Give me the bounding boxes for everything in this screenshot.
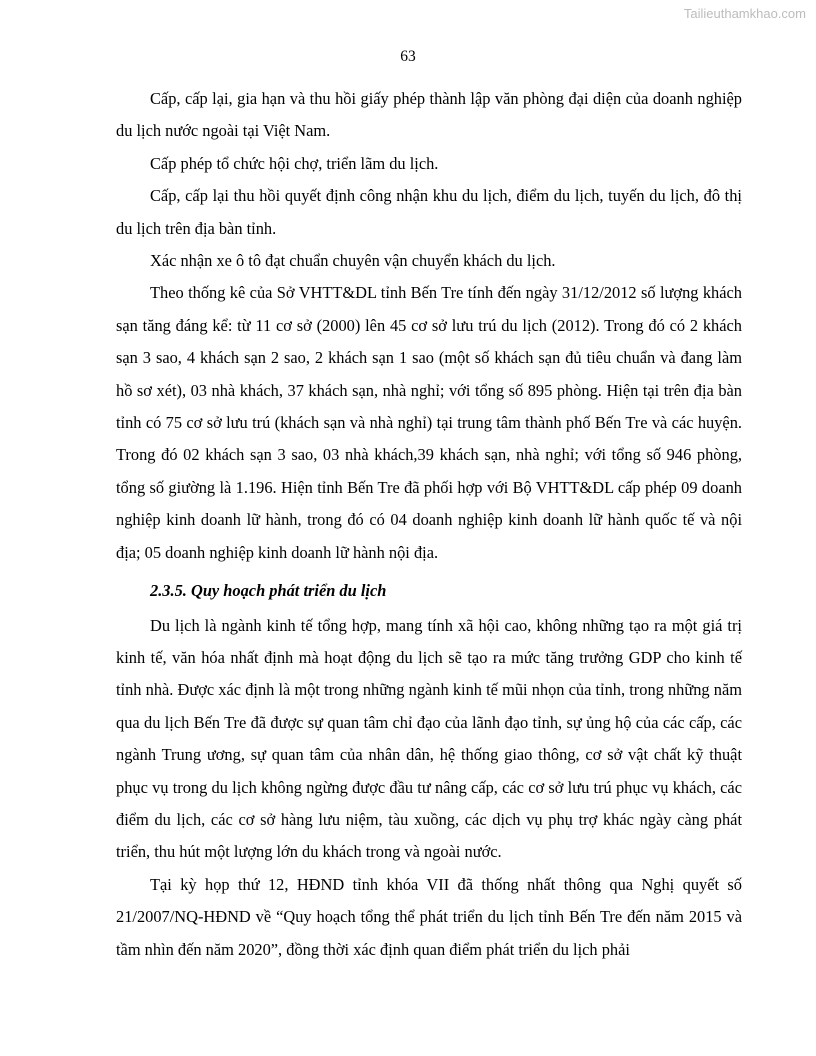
- paragraph: Cấp, cấp lại, gia hạn và thu hồi giấy phép thành lập văn phòng đại diện của doanh nghiệp du lịch nước ngoài tại Việt Nam.: [116, 89, 742, 141]
- paragraph: Tại kỳ họp thứ 12, HĐND tỉnh khóa VII đã thống nhất thông qua Nghị quyết số 21/2007/NQ-HĐND về “Quy hoạch tổng thể phát triển du lịch tỉnh Bến Tre đến năm 2015 và tầm nhìn đến năm 2020”, đồng thời xác định quan điểm phát triển du lịch phải: [116, 874, 742, 959]
- paragraph: Xác nhận xe ô tô đạt chuẩn chuyên vận chuyển khách du lịch.: [150, 251, 556, 271]
- paragraph: Du lịch là ngành kinh tế tổng hợp, mang tính xã hội cao, không những tạo ra một giá trị kinh tế, văn hóa nhất định mà hoạt động du lịch sẽ tạo ra mức tăng trưởng GDP cho kinh tế tỉnh nhà. Được xác định là một trong những ngành kinh tế mũi nhọn của tỉnh, trong những năm qua du lịch Bến Tre đã được sự quan tâm chỉ đạo của lãnh đạo tỉnh, sự ủng hộ của các cấp, các ngành Trung ương, sự quan tâm của nhân dân, hệ thống giao thông, cơ sở vật chất kỹ thuật phục vụ trong du lịch không ngừng được đầu tư nâng cấp, các cơ sở lưu trú phục vụ khách, các điểm du lịch, các cơ sở hàng lưu niệm, tàu xuồng, các dịch vụ phụ trợ khác ngày càng phát triển, thu hút một lượng lớn du khách trong và ngoài nước.: [116, 615, 742, 862]
- paragraph: Theo thống kê của Sở VHTT&DL tỉnh Bến Tre tính đến ngày 31/12/2012 số lượng khách sạn tăng đáng kể: từ 11 cơ sở (2000) lên 45 cơ sở lưu trú du lịch (2012). Trong đó có 2 khách sạn 3 sao, 4 khách sạn 2 sao, 2 khách sạn 1 sao (một số khách sạn đủ tiêu chuẩn và đang làm hồ sơ xét), 03 nhà khách, 37 khách sạn, nhà nghỉ; với tổng số 895 phòng. Hiện tại trên địa bàn tỉnh có 75 cơ sở lưu trú (khách sạn và nhà nghỉ) tại trung tâm thành phố Bến Tre và các huyện. Trong đó 02 khách sạn 3 sao, 03 nhà khách,39 khách sạn, nhà nghỉ; với tổng số 946 phòng, tổng số giường là 1.196. Hiện tỉnh Bến Tre đã phối hợp với Bộ VHTT&DL cấp phép 09 doanh nghiệp kinh doanh lữ hành, trong đó có 04 doanh nghiệp kinh doanh lữ hành quốc tế và nội địa; 05 doanh nghiệp kinh doanh lữ hành nội địa.: [116, 283, 742, 562]
- document-body: [116, 83, 742, 966]
- page-number: 63: [400, 48, 416, 65]
- watermark-text: Tailieuthamkhao.com: [683, 6, 806, 21]
- section-heading: 2.3.5. Quy hoạch phát triển du lịch: [150, 581, 387, 601]
- paragraph: Cấp phép tổ chức hội chợ, triển lãm du lịch.: [150, 153, 439, 173]
- paragraph: Cấp, cấp lại thu hồi quyết định công nhận khu du lịch, điểm du lịch, tuyến du lịch, đô thị du lịch trên địa bàn tỉnh.: [116, 186, 742, 238]
